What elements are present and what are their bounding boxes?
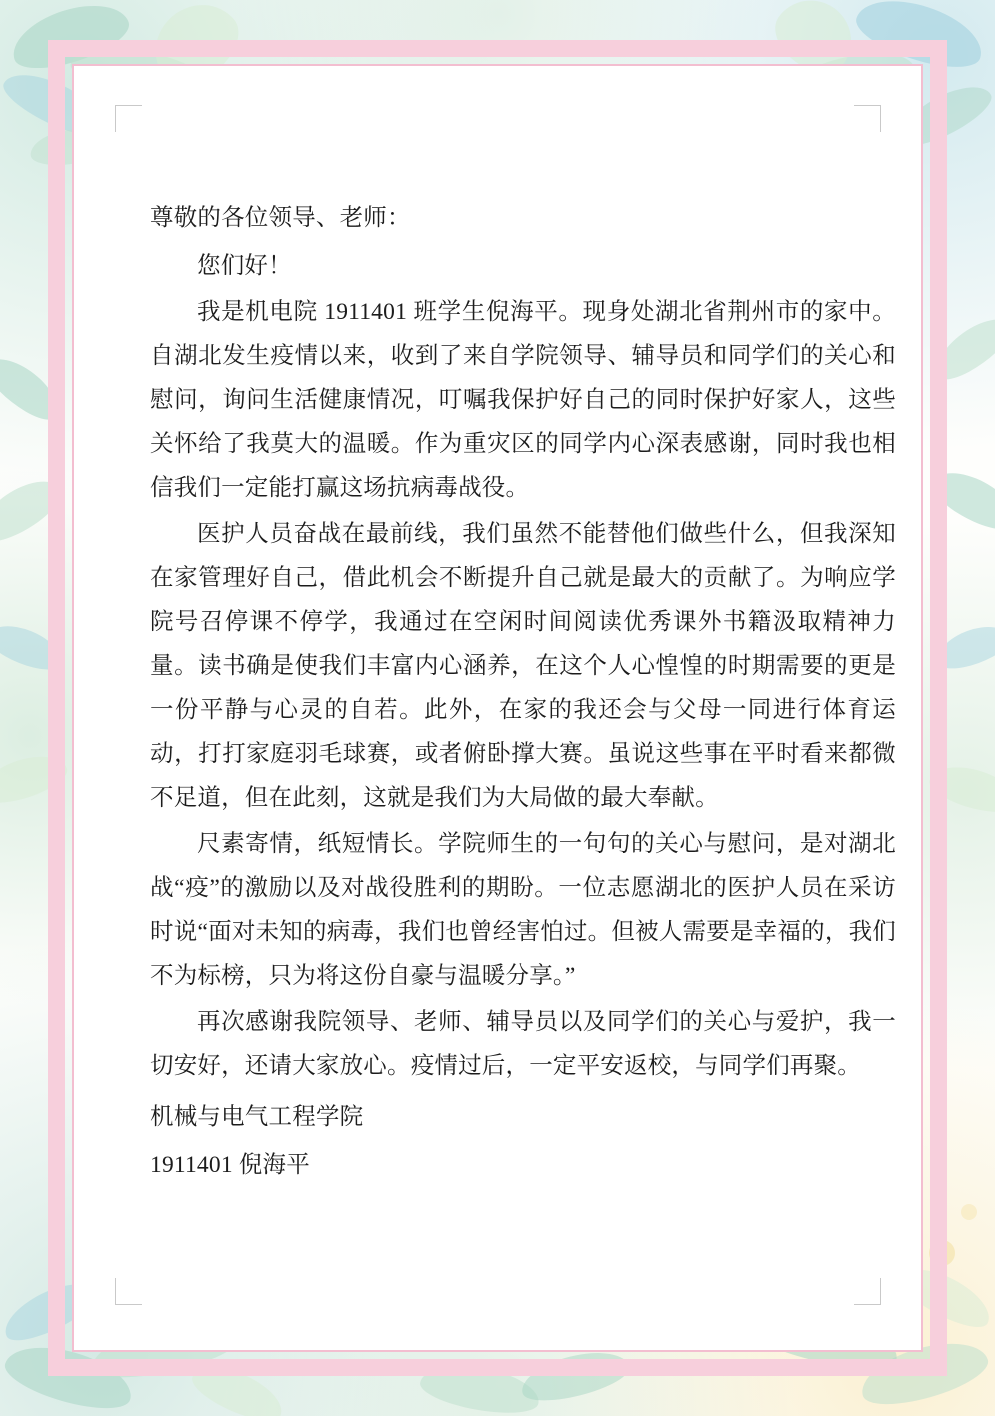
letter-paragraph-4: 再次感谢我院领导、老师、辅导员以及同学们的关心与爱护，我一切安好，还请大家放心。疫情过后，一定平安返校，与同学们再聚。 (150, 1009, 896, 1079)
letter-body (150, 196, 896, 1190)
letter-paragraph-2: 医护人员奋战在最前线，我们虽然不能替他们做些什么，但我深知在家管理好自己，借此机会不断提升自己就是最大的贡献了。为响应学院号召停课不停学，我通过在空闲时间阅读优秀课外书籍汲取精神力量。读书确是使我们丰富内心涵养，在这个人心惶惶的时期需要的更是一份平静与心灵的自若。此外，在家的我还会与父母一同进行体育运动，打打家庭羽毛球赛，或者俯卧撑大赛。虽说这些事在平时看来都微不足道，但在此刻，这就是我们为大局做的最大奉献。 (150, 521, 896, 811)
letter-paragraph-3: 尺素寄情，纸短情长。学院师生的一句句的关心与慰问，是对湖北战“疫”的激励以及对战役胜利的期盼。一位志愿湖北的医护人员在采访时说“面对未知的病毒，我们也曾经害怕过。但被人需要是幸福的，我们不为标榜，只为将这份自豪与温暖分享。” (150, 831, 896, 989)
berry-icon (961, 1204, 977, 1220)
corner-mark-top-right (854, 105, 881, 132)
letter-paragraph-1: 我是机电院 1911401 班学生倪海平。现身处湖北省荆州市的家中。自湖北发生疫情以来，收到了来自学院领导、辅导员和同学们的关心和慰问，询问生活健康情况，叮嘱我保护好自己的同时保护好家人，这些关怀给了我莫大的温暖。作为重灾区的同学内心深表感谢，同时我也相信我们一定能打赢这场抗病毒战役。 (150, 299, 896, 501)
letter-salutation: 尊敬的各位领导、老师： (150, 205, 411, 231)
letter-greeting: 您们好！ (197, 253, 292, 279)
letter-signature (150, 1094, 896, 1188)
signature-name: 1911401 倪海平 (150, 1152, 310, 1178)
signature-organization: 机械与电气工程学院 (150, 1104, 364, 1130)
corner-mark-bottom-left (115, 1278, 142, 1305)
corner-mark-bottom-right (854, 1278, 881, 1305)
corner-mark-top-left (115, 105, 142, 132)
